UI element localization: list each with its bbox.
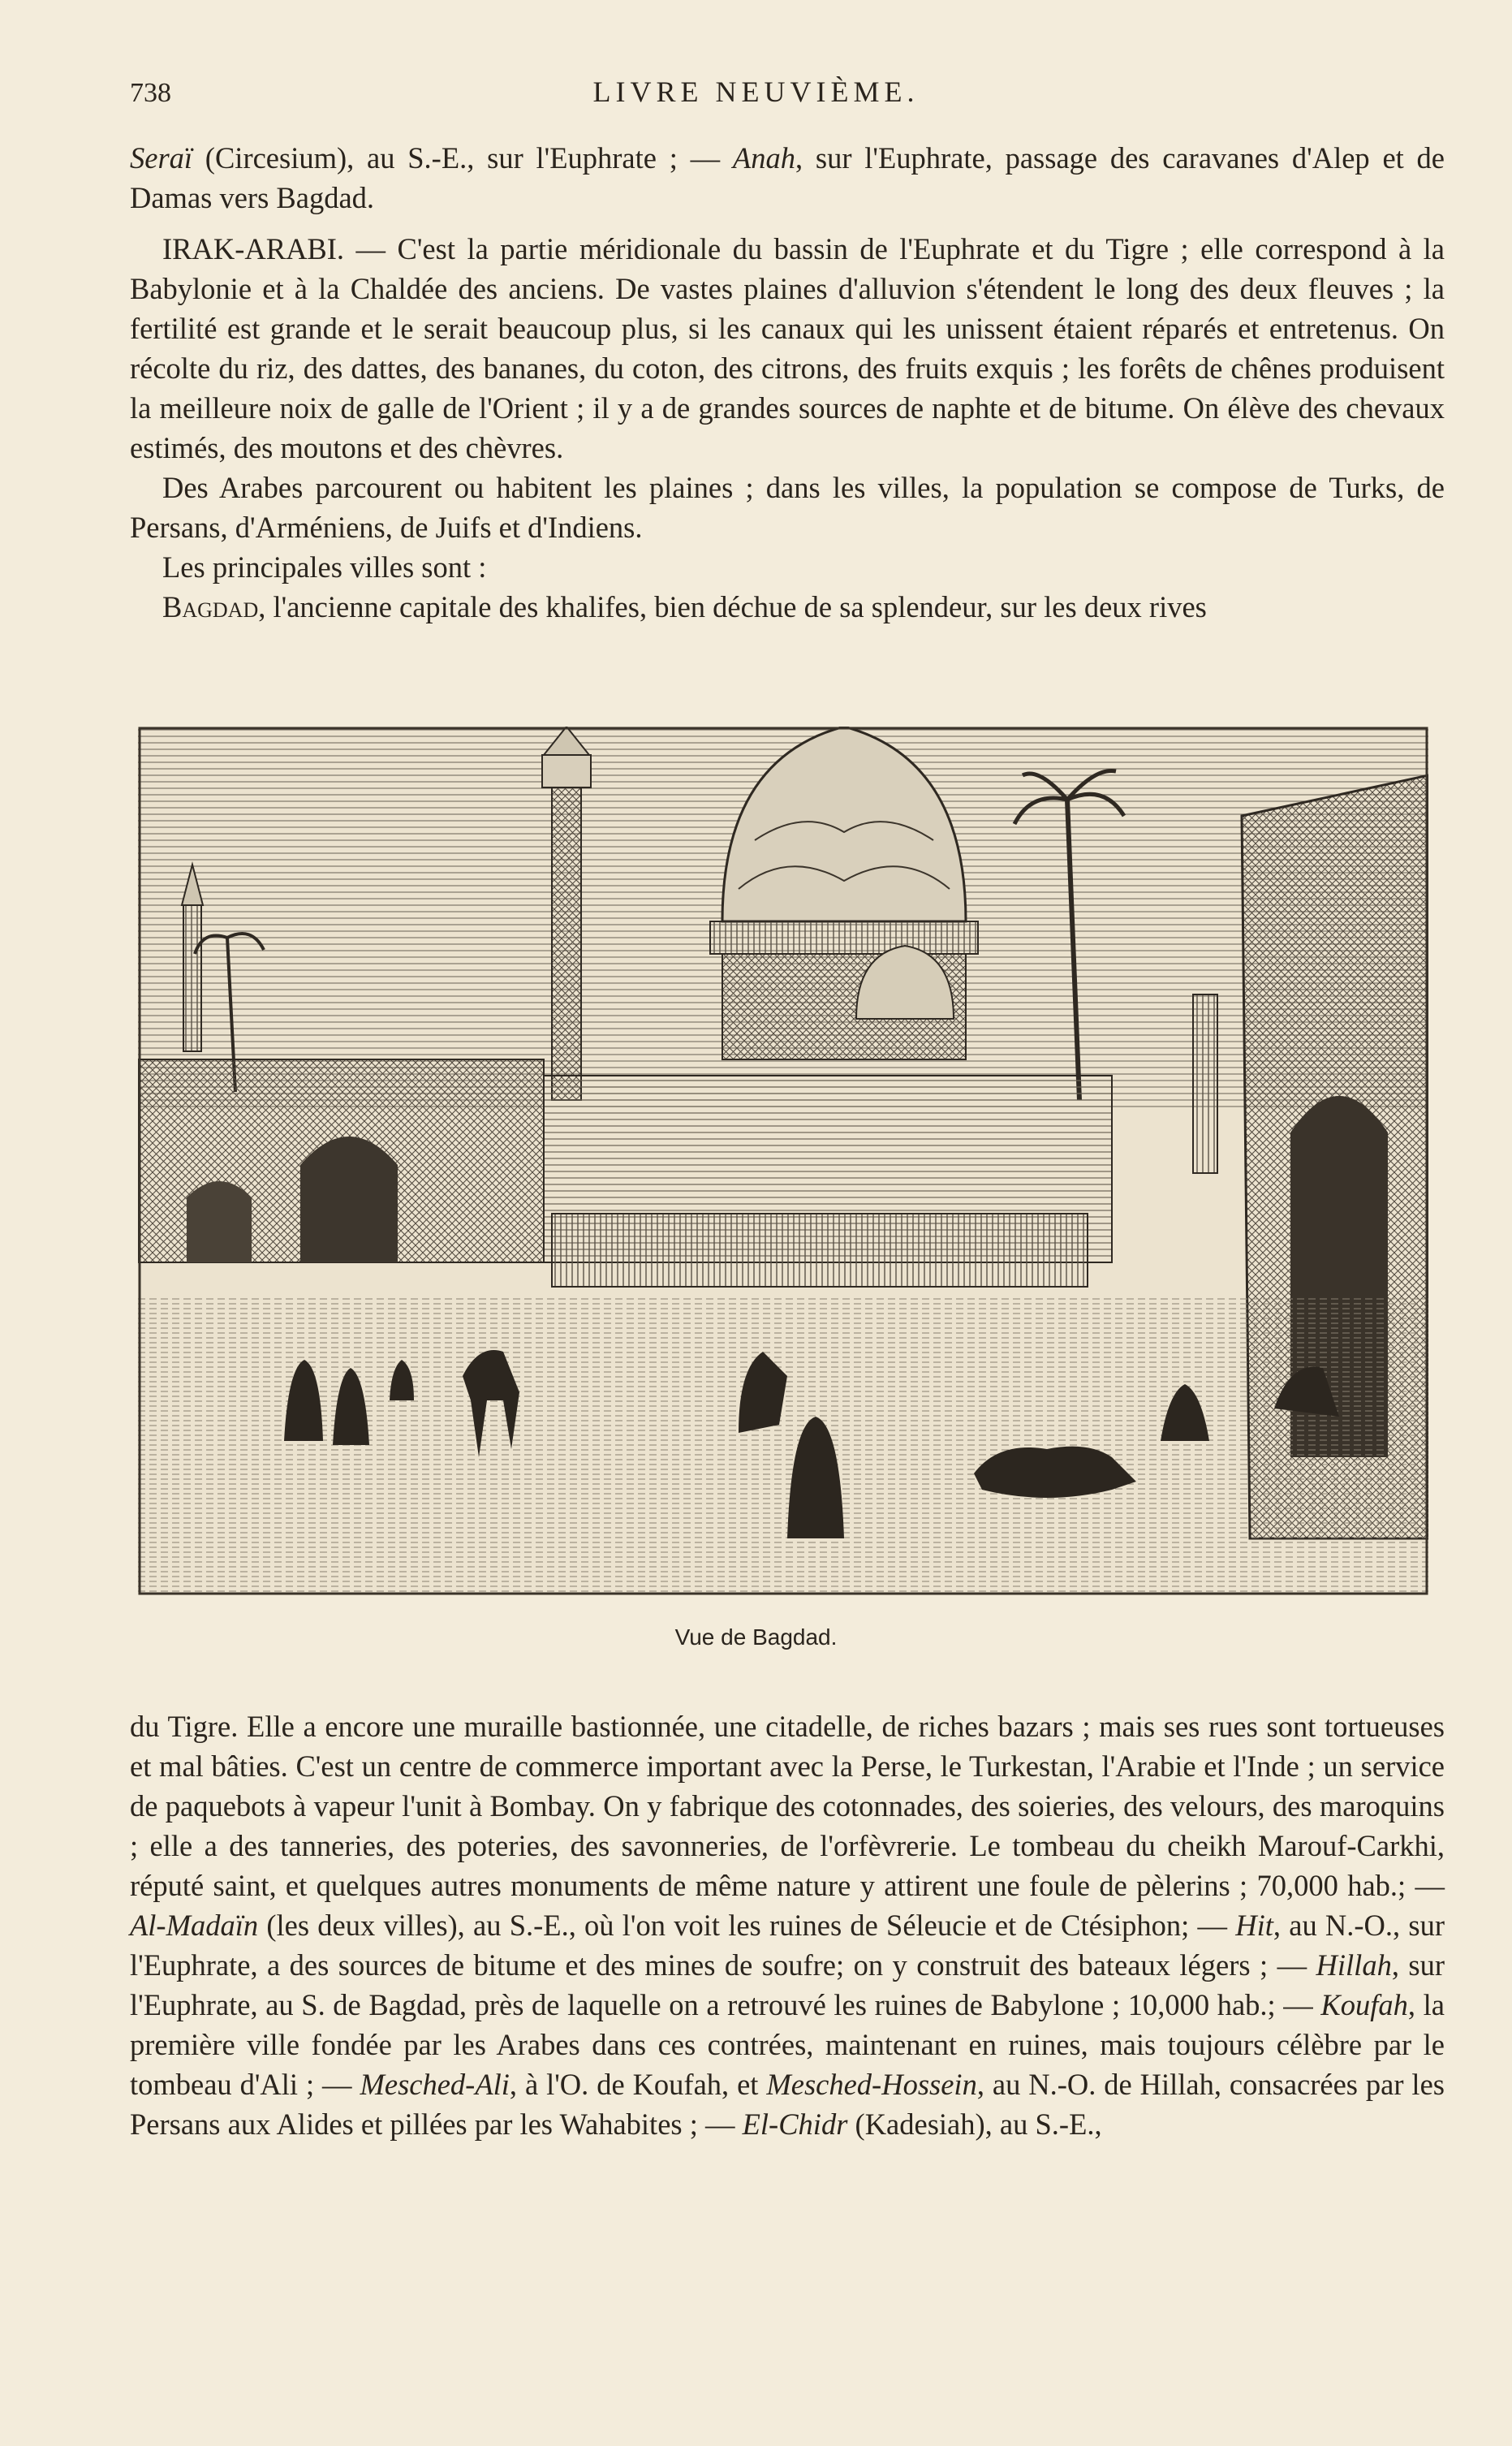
text-run: (les deux villes), au S.-E., où l'on voit les ruines de Séleucie et de Ctésiphon; — — [258, 1909, 1236, 1942]
paragraph — [130, 1706, 1445, 2144]
ground — [138, 1295, 1428, 1595]
paragraph — [130, 138, 1445, 218]
italic-place-name: Hillah — [1316, 1948, 1392, 1982]
text-run: , à l'O. de Koufah, et — [509, 2068, 767, 2101]
text-run: Des Arabes parcourent ou habitent les plaines ; dans les villes, la population se compose de Turks, de Persans, d'Arméniens, de Juifs et d'Indiens. — [130, 471, 1445, 544]
italic-place-name: Mesched-Hossein — [766, 2068, 977, 2101]
text-run: , sur l'Euphrate, passage des caravanes d'Alep et de Damas vers Bagdad. — [130, 141, 1445, 214]
italic-place-name: Anah — [732, 141, 795, 175]
buildings-left — [138, 1059, 544, 1262]
running-title: LIVRE NEUVIÈME. — [592, 75, 920, 108]
figure-caption: Vue de Bagdad. — [674, 1624, 838, 1650]
italic-place-name: Seraï — [130, 141, 193, 175]
italic-place-name: El-Chidr — [742, 2107, 848, 2141]
minaret-left — [182, 865, 203, 1051]
italic-place-name: Mesched-Ali — [360, 2068, 510, 2101]
text-run: , sur l'Euphrate, au S. de Bagdad, près de laquelle on a retrouvé les ruines de Babylone ; 10,000 hab.; — — [130, 1948, 1445, 2021]
paragraph — [130, 587, 1445, 627]
italic-place-name: Hit — [1235, 1909, 1273, 1942]
text-run: (Kadesiah), au S.-E., — [847, 2107, 1102, 2141]
top-text — [130, 138, 1445, 627]
small-caps-city-name: Bagdad — [162, 590, 259, 623]
paragraph — [130, 468, 1445, 547]
engraving-illustration — [138, 727, 1428, 1595]
text-run: du Tigre. Elle a encore une muraille bastionnée, une citadelle, de riches bazars ; mais ses rues sont tortueuses et mal bâties. C'est un centre de commerce important avec la Perse, le Turkestan, l'Arabie et l'Inde ; un service de paquebots à vapeur l'unit à Bombay. On y fabrique des cotonnades, des soieries, des velours, des maroquins ; elle a des tanneries, des poteries, des savonneries, de l'orfèvrerie. Le tombeau du cheikh Marouf-Carkhi, réputé saint, et quelques autres monuments de même nature y attirent une foule de pèlerins ; 70,000 hab.; — — [130, 1710, 1445, 1902]
italic-place-name: Koufah — [1320, 1988, 1408, 2021]
text-run: , au N.-O. de Hillah, consacrées par les Persans aux Alides et pillées par les Wahabites ; — — [130, 2068, 1445, 2141]
text-run: Les principales villes sont : — [162, 550, 487, 584]
bottom-text — [130, 1706, 1445, 2144]
text-run: , au N.-O., sur l'Euphrate, a des sources de bitume et des mines de soufre; on y construit des bateaux légers ; — — [130, 1909, 1445, 1982]
text-run: , l'ancienne capitale des khalifes, bien déchue de sa splendeur, sur les deux rives — [258, 590, 1207, 623]
text-run: , la première ville fondée par les Arabes dans ces contrées, maintenant en ruines, mais toujours célèbre par le tombeau d'Ali ; — — [130, 1988, 1445, 2101]
engraving-vue-de-bagdad — [138, 727, 1428, 1595]
text-run: (Circesium), au S.-E., sur l'Euphrate ; — — [192, 141, 733, 175]
text-run: IRAK-ARABI. — C'est la partie méridionale du bassin de l'Euphrate et du Tigre ; elle correspond à la Babylonie et à la Chaldée des anciens. De vastes plaines d'alluvion s'étendent le long des deux fleuves ; la fertilité est grande et le serait beaucoup plus, si les canaux qui les unissent étaient réparés et entretenus. On récolte du riz, des dattes, des bananes, du coton, des citrons, des fruits exquis ; les forêts de chênes produisent la meilleure noix de galle de l'Orient ; il y a de grandes sources de naphte et de bitume. On élève des chevaux estimés, des moutons et des chèvres. — [130, 232, 1445, 464]
italic-place-name: Al-Madaïn — [130, 1909, 259, 1942]
page-number: 738 — [130, 78, 171, 108]
paragraph — [130, 229, 1445, 468]
bazaar-arcade — [544, 1076, 1112, 1287]
paragraph — [130, 547, 1445, 587]
